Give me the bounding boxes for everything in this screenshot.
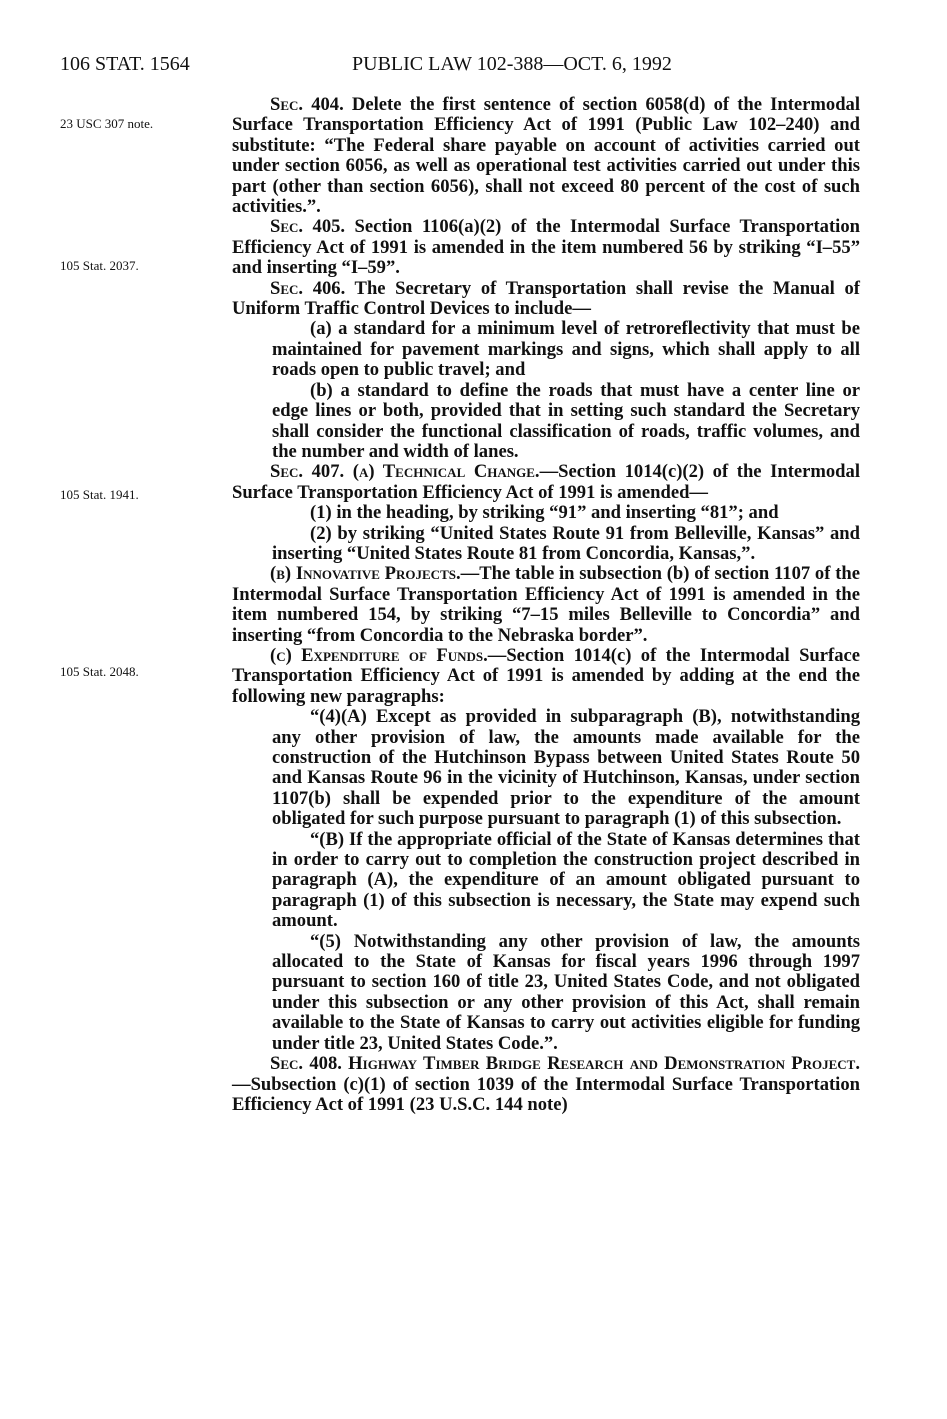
section-lead: Sec. 405. (270, 216, 346, 238)
margin-note-usc: 23 USC 307 note. (60, 116, 154, 131)
margin-note-stat-2037: 105 Stat. 2037. (60, 258, 139, 273)
margin-note-stat-1941: 105 Stat. 1941. (60, 487, 139, 502)
section-lead: Sec. 406. (270, 277, 346, 299)
clause-text: (a) a standard for a minimum level of retroreflectivity that must be maintained for pavement markings and signs, which shall apply to all roads open to public travel; and (272, 318, 860, 381)
statute-text (232, 95, 860, 1115)
sec-406-paragraph (232, 279, 860, 320)
paragraph-4-b (232, 830, 860, 932)
sec-405-paragraph (232, 217, 860, 278)
sec-408-paragraph (232, 1054, 860, 1115)
clause-text: “(4)(A) Except as provided in subparagraph (B), notwithstanding any other provision of law, the amounts made available for the construction of the Hutchinson Bypass between United States Route 50 and Kansas Route 96 in the vicinity of Hutchinson, Kansas, under section 1107(b) shall be expended prior to the expenditure of the amount obligated for such purpose pursuant to paragraph (1) of this subsection. (272, 706, 860, 830)
paragraph-4-a (232, 707, 860, 829)
subsection-lead: (c) Expenditure of Funds. (270, 644, 488, 666)
clause-text: (1) in the heading, by striking “91” and inserting “81”; and (310, 502, 779, 524)
section-text: Section 1106(a)(2) of the Intermodal Surface Transportation Efficiency Act of 1991 is amended in the item numbered 56 by striking “I–55” and inserting “I–59”. (232, 216, 860, 279)
section-text: Delete the first sentence of section 6058(d) of the Intermodal Surface Transportation Efficiency Act of 1991 (Public Law 102–240) and substitute: “The Federal share payable on account of activities carried out under section 6056, as well as operational test activities carried out under this part (other than section 6056), shall not exceed 80 percent of the cost of such activities.”. (232, 94, 860, 218)
section-text: The Secretary of Transportation shall revise the Manual of Uniform Traffic Control Devices to include— (232, 277, 860, 320)
paragraph-5 (232, 932, 860, 1054)
sec-407-clause-2 (232, 524, 860, 565)
clause-text: (b) a standard to define the roads that must have a center line or edge lines or both, provided that in setting such standard the Secretary shall consider the functional classification of roads, traffic volumes, and the number and width of lanes. (272, 379, 860, 462)
sec-406-clause-a (232, 319, 860, 380)
clause-text: (2) by striking “United States Route 91 from Belleville, Kansas” and inserting “United States Route 81 from Concordia, Kansas,”. (272, 522, 860, 564)
sec-407-b-paragraph (232, 564, 860, 646)
subsection-text: —Section 1014(c) of the Intermodal Surface Transportation Efficiency Act of 1991 is amended by adding at the end the following new paragraphs: (232, 644, 861, 707)
sec-407-a-paragraph (232, 462, 860, 503)
section-lead: Sec. 408. Highway Timber Bridge Research and Demonstration Project. (270, 1053, 860, 1075)
clause-text: “(5) Notwithstanding any other provision of law, the amounts allocated to the State of Kansas for fiscal years 1996 through 1997 pursuant to section 160 of title 23, United States Code, and not obligated under this subsection or any other provision of this Act, shall remain available to the State of Kansas to carry out activities eligible for funding under title 23, United States Code.”. (272, 930, 860, 1054)
law-title-date: PUBLIC LAW 102-388—OCT. 6, 1992 (352, 53, 672, 75)
section-text: —Subsection (c)(1) of section 1039 of the Intermodal Surface Transportation Efficiency Act of 1991 (23 U.S.C. 144 note) (232, 1073, 860, 1115)
sec-404-paragraph (232, 95, 860, 217)
margin-note-stat-2048: 105 Stat. 2048. (60, 664, 139, 679)
clause-text: “(B) If the appropriate official of the State of Kansas determines that in order to carry out to completion the construction project described in paragraph (A), the expenditure of an amount obligated pursuant to paragraph (1) of this subsection is necessary, the State may expend such amount. (272, 828, 860, 932)
sec-407-c-paragraph (232, 646, 860, 707)
sec-406-clause-b (232, 381, 860, 463)
section-text: —Section 1014(c)(2) of the Intermodal Surface Transportation Efficiency Act of 1991 is amended— (232, 461, 860, 503)
stat-page-number: 106 STAT. 1564 (60, 53, 190, 75)
subsection-lead: (b) Innovative Projects. (270, 563, 461, 585)
subsection-text: —The table in subsection (b) of section 1107 of the Intermodal Surface Transportation Efficiency Act of 1991 is amended in the item numbered 154, by striking “7–15 miles Belleville to Concordia” and inserting “from Concordia to the Nebraska border”. (232, 563, 860, 646)
sec-407-clause-1 (232, 503, 860, 523)
section-lead: Sec. 404. (270, 94, 344, 115)
section-lead: Sec. 407. (a) Technical Change. (270, 461, 540, 483)
